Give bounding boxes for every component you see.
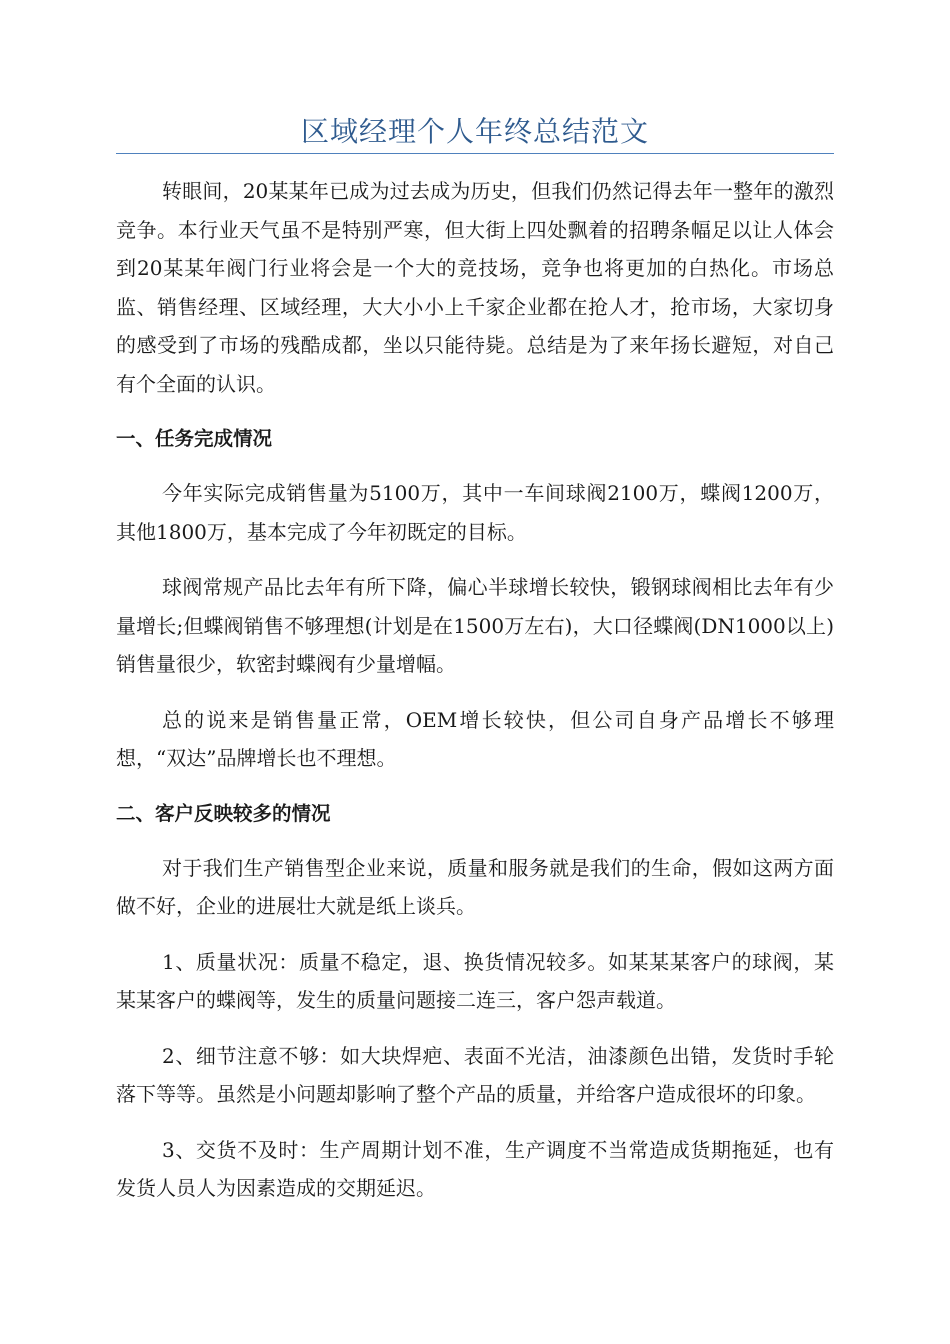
section1-paragraph: 总的说来是销售量正常，OEM增长较快，但公司自身产品增长不够理想，“双达”品牌增长也不理想。 bbox=[116, 707, 834, 770]
intro-paragraph: 转眼间，20某某年已成为过去成为历史，但我们仍然记得去年一整年的激烈竞争。本行业天气虽不是特别严寒，但大街上四处飘着的招聘条幅足以让人体会到20某某年阀门行业将会是一个大的竞技场，竞争也将更加的白热化。市场总监、销售经理、区域经理，大大小小上千家企业都在抢人才，抢市场，大家切身的感受到了市场的残酷成都，坐以只能待毙。总结是为了来年扬长避短，对自己有个全面的认识。 bbox=[116, 179, 834, 396]
section2-paragraph: 2、细节注意不够：如大块焊疤、表面不光洁，油漆颜色出错，发货时手轮落下等等。虽然是小问题却影响了整个产品的质量，并给客户造成很坏的印象。 bbox=[116, 1043, 834, 1106]
document-title: 区域经理个人年终总结范文 bbox=[300, 115, 649, 148]
section2-paragraph: 1、质量状况：质量不稳定，退、换货情况较多。如某某某客户的球阀，某某某客户的蝶阀等，发生的质量问题接二连三，客户怨声载道。 bbox=[116, 949, 834, 1012]
section2-paragraph: 3、交货不及时：生产周期计划不准，生产调度不当常造成货期拖延，也有发货人员人为因素造成的交期延迟。 bbox=[116, 1137, 834, 1200]
section1-paragraph: 今年实际完成销售量为5100万，其中一车间球阀2100万，蝶阀1200万，其他1800万，基本完成了今年初既定的目标。 bbox=[116, 481, 834, 544]
section2-paragraph: 对于我们生产销售型企业来说，质量和服务就是我们的生命，假如这两方面做不好，企业的进展壮大就是纸上谈兵。 bbox=[116, 855, 834, 918]
title-underline bbox=[116, 153, 834, 154]
section-heading-task-completion: 一、任务完成情况 bbox=[116, 427, 273, 450]
document-body bbox=[116, 172, 834, 1225]
section1-paragraph: 球阀常规产品比去年有所下降，偏心半球增长较快，锻钢球阀相比去年有少量增长;但蝶阀销售不够理想(计划是在1500万左右)，大口径蝶阀(DN1000以上)销售量很少，软密封蝶阀有少量增幅。 bbox=[116, 575, 834, 676]
section-heading-customer-feedback: 二、客户反映较多的情况 bbox=[116, 801, 331, 825]
